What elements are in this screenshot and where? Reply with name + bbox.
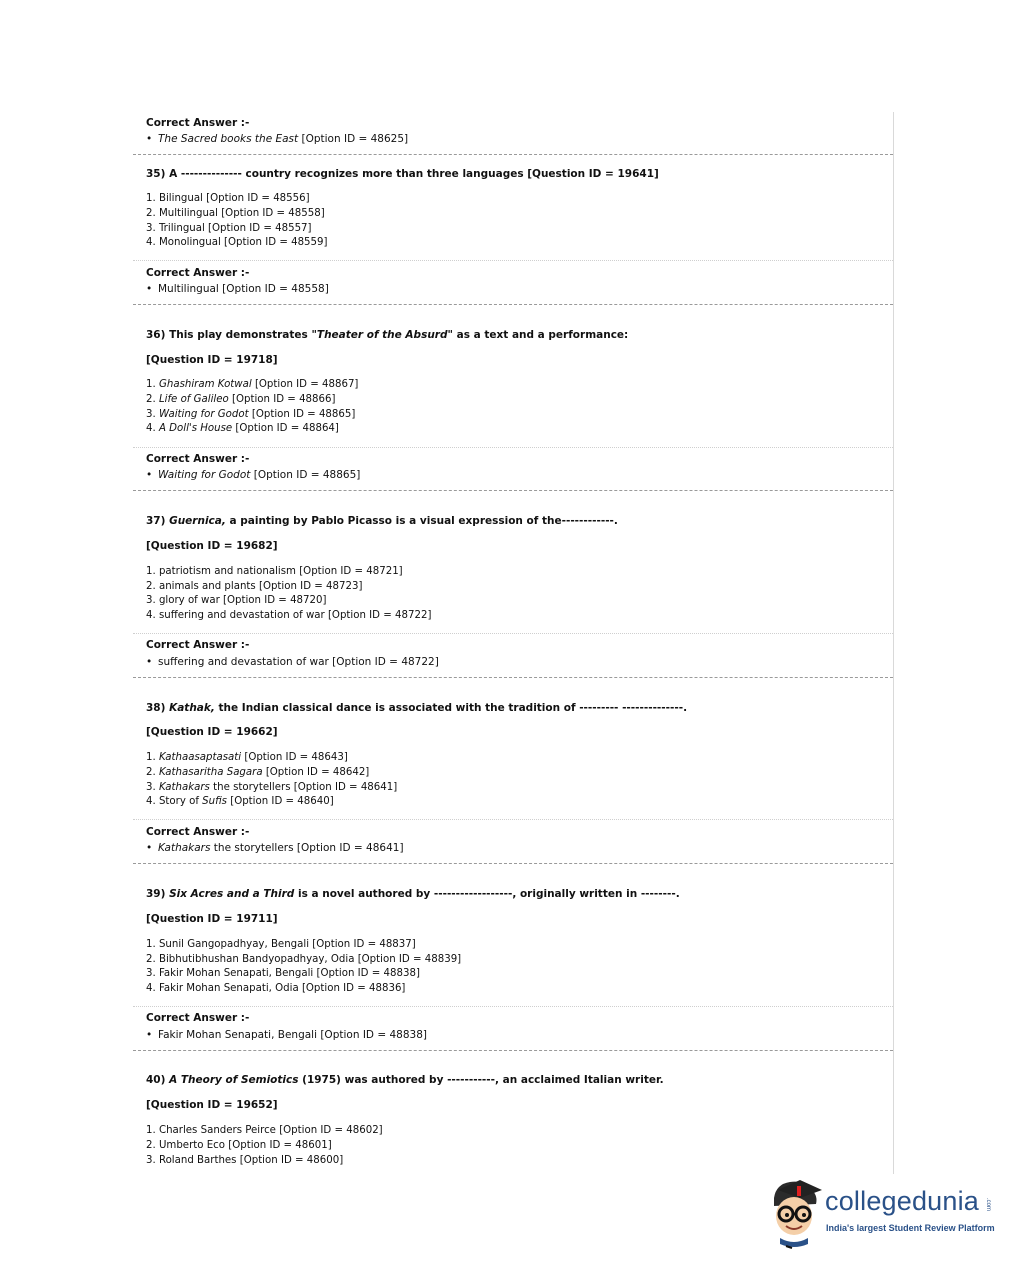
question-id: [Question ID = 19711] bbox=[146, 913, 278, 925]
option: 2. Life of Galileo [Option ID = 48866] bbox=[146, 394, 336, 405]
option: 3. Fakir Mohan Senapati, Bengali [Option ID = 48838] bbox=[146, 968, 420, 979]
correct-answer-item: • The Sacred books the East [Option ID = 48625] bbox=[146, 133, 409, 145]
option: 1. Sunil Gangopadhyay, Bengali [Option ID = 48837] bbox=[146, 939, 416, 950]
answer-divider bbox=[133, 447, 893, 448]
question-id: [Question ID = 19662] bbox=[146, 726, 278, 738]
correct-answer-item: • Waiting for Godot [Option ID = 48865] bbox=[146, 469, 361, 481]
option: 2. Umberto Eco [Option ID = 48601] bbox=[146, 1140, 332, 1151]
question-separator bbox=[133, 490, 893, 491]
option: 4. Fakir Mohan Senapati, Odia [Option ID = 48836] bbox=[146, 983, 406, 994]
question-separator bbox=[133, 863, 893, 864]
option: 1. Charles Sanders Peirce [Option ID = 48602] bbox=[146, 1125, 383, 1136]
question-title: 35) A -------------- country recognizes more than three languages [Question ID = 19641] bbox=[146, 168, 659, 180]
correct-answer-item: • Fakir Mohan Senapati, Bengali [Option ID = 48838] bbox=[146, 1029, 427, 1041]
question-title: 37) Guernica, a painting by Pablo Picasso is a visual expression of the------------. bbox=[146, 515, 618, 527]
correct-answer-label: Correct Answer :- bbox=[146, 453, 250, 465]
question-title: 40) A Theory of Semiotics (1975) was authored by -----------, an acclaimed Italian writer. bbox=[146, 1074, 664, 1086]
option: 1. patriotism and nationalism [Option ID = 48721] bbox=[146, 566, 403, 577]
option: 3. Kathakars the storytellers [Option ID = 48641] bbox=[146, 782, 398, 793]
correct-answer-label: Correct Answer :- bbox=[146, 117, 250, 129]
question-id: [Question ID = 19718] bbox=[146, 354, 278, 366]
option: 1. Ghashiram Kotwal [Option ID = 48867] bbox=[146, 379, 359, 390]
question-title: 39) Six Acres and a Third is a novel authored by ------------------, originally written in --------. bbox=[146, 888, 680, 900]
option: 4. Monolingual [Option ID = 48559] bbox=[146, 237, 328, 248]
option: 4. suffering and devastation of war [Option ID = 48722] bbox=[146, 610, 432, 621]
answer-divider bbox=[133, 1006, 893, 1007]
page-frame bbox=[133, 112, 894, 1174]
logo-com: .com bbox=[985, 1198, 991, 1212]
correct-answer-label: Correct Answer :- bbox=[146, 826, 250, 838]
option: 2. Kathasaritha Sagara [Option ID = 48642] bbox=[146, 767, 370, 778]
option: 3. Waiting for Godot [Option ID = 48865] bbox=[146, 409, 356, 420]
option: 1. Bilingual [Option ID = 48556] bbox=[146, 193, 310, 204]
correct-answer-label: Correct Answer :- bbox=[146, 1012, 250, 1024]
question-separator bbox=[133, 304, 893, 305]
question-id: [Question ID = 19682] bbox=[146, 540, 278, 552]
answer-divider bbox=[133, 819, 893, 820]
answer-divider bbox=[133, 633, 893, 634]
question-separator bbox=[133, 677, 893, 678]
question-separator bbox=[133, 1050, 893, 1051]
correct-answer-label: Correct Answer :- bbox=[146, 267, 250, 279]
collegedunia-logo bbox=[764, 1176, 996, 1256]
question-separator bbox=[133, 154, 893, 155]
correct-answer-label: Correct Answer :- bbox=[146, 639, 250, 651]
option: 4. A Doll's House [Option ID = 48864] bbox=[146, 423, 339, 434]
correct-answer-item: • Multilingual [Option ID = 48558] bbox=[146, 283, 329, 295]
option: 3. glory of war [Option ID = 48720] bbox=[146, 595, 327, 606]
option: 3. Trilingual [Option ID = 48557] bbox=[146, 223, 312, 234]
option: 2. animals and plants [Option ID = 48723] bbox=[146, 581, 363, 592]
answer-divider bbox=[133, 260, 893, 261]
correct-answer-item: • suffering and devastation of war [Option ID = 48722] bbox=[146, 656, 439, 668]
option: 3. Roland Barthes [Option ID = 48600] bbox=[146, 1155, 344, 1166]
mascot-icon bbox=[764, 1176, 826, 1256]
option: 2. Bibhutibhushan Bandyopadhyay, Odia [Option ID = 48839] bbox=[146, 954, 462, 965]
option: 2. Multilingual [Option ID = 48558] bbox=[146, 208, 325, 219]
logo-tagline: India's largest Student Review Platform bbox=[826, 1223, 995, 1233]
correct-answer-item: • Kathakars the storytellers [Option ID = 48641] bbox=[146, 842, 404, 854]
question-id: [Question ID = 19652] bbox=[146, 1099, 278, 1111]
question-title: 38) Kathak, the Indian classical dance is associated with the tradition of --------- --------------. bbox=[146, 702, 688, 714]
option: 1. Kathaasaptasati [Option ID = 48643] bbox=[146, 752, 348, 763]
logo-wordmark: collegedunia bbox=[825, 1186, 980, 1216]
option: 4. Story of Sufis [Option ID = 48640] bbox=[146, 796, 334, 807]
question-title: 36) This play demonstrates "Theater of the Absurd" as a text and a performance: bbox=[146, 329, 629, 341]
